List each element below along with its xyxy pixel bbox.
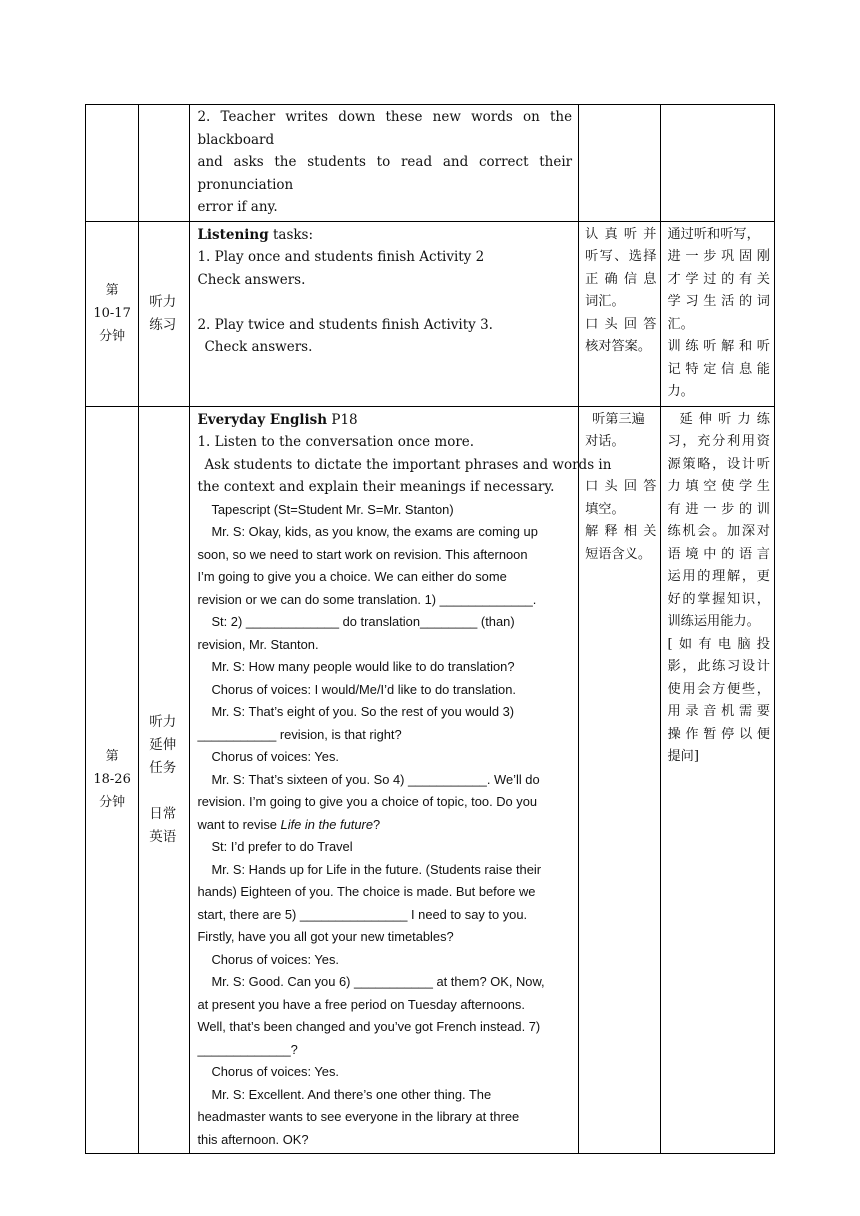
purpose-line: 习，充分利用资	[667, 434, 770, 449]
script-line: St: I’d prefer to do Travel	[211, 839, 353, 854]
content-cell	[190, 105, 579, 222]
student-line: 正确信息	[585, 271, 657, 287]
time-label: 第	[105, 749, 119, 765]
purpose-line: 力填空使学生	[667, 479, 770, 494]
step-label: 练习	[149, 316, 177, 333]
script-line: Mr. S: That’s sixteen of you. So 4) ___________. We’ll do	[211, 771, 540, 787]
section-heading: Everyday English P18	[197, 411, 358, 428]
content-line: error if any.	[197, 199, 278, 215]
purpose-line: 操作暂停以便	[667, 726, 770, 742]
purpose-line: [如有电脑投	[667, 636, 770, 652]
purpose-line: 学习生活的词	[667, 294, 770, 309]
script-line: Well, that’s been changed and you’ve got French instead. 7)	[197, 1019, 541, 1034]
student-line: 核对答案。	[585, 339, 652, 354]
purpose-line: 训练听解和听	[667, 339, 770, 354]
time-unit: 分钟	[99, 795, 126, 811]
content-line: Ask students to dictate the important phrases and words in	[204, 456, 612, 473]
student-line: 口头回答	[585, 316, 657, 332]
purpose-line: 有进一步的训	[667, 501, 770, 517]
purpose-cell	[661, 406, 775, 1154]
time-range: 18-26	[93, 772, 131, 788]
time-range: 10-17	[93, 306, 131, 321]
purpose-line: 语境中的语言	[667, 546, 770, 562]
script-line: hands) Eighteen of you. The choice is made. But before we	[197, 884, 536, 899]
script-line: Chorus of voices: Yes.	[211, 1064, 339, 1079]
step-label: 英语	[149, 828, 177, 845]
time-cell	[86, 105, 139, 222]
purpose-line: 使用会方便些，	[667, 681, 770, 697]
step-label: 任务	[149, 760, 177, 776]
content-line: 2. Play twice and students finish Activity 3.	[197, 316, 493, 333]
purpose-line: 进一步巩固刚	[667, 249, 770, 264]
script-line: _____________?	[197, 1041, 298, 1057]
script-line: Chorus of voices: Yes.	[211, 749, 339, 764]
student-line: 填空。	[585, 501, 625, 517]
script-line: want to revise Life in the future?	[197, 816, 381, 832]
student-activity-cell	[579, 406, 661, 1154]
script-line: at present you have a free period on Tuesday afternoons.	[197, 996, 525, 1012]
purpose-line: 汇。	[667, 316, 694, 332]
purpose-line: 运用的理解，更	[667, 569, 770, 584]
script-line: Mr. S: Okay, kids, as you know, the exams are coming up	[211, 524, 538, 539]
student-line: 听第三遍	[592, 411, 645, 427]
script-line: Mr. S: That’s eight of you. So the rest of you would 3)	[211, 704, 515, 719]
student-activity-cell	[579, 105, 661, 222]
script-line: ___________ revision, is that right?	[197, 726, 402, 742]
purpose-line: 力。	[667, 384, 694, 399]
purpose-line: 影，此练习设计	[667, 659, 770, 674]
table-row	[86, 406, 775, 1154]
script-line: St: 2) _____________ do translation________ (than)	[211, 614, 515, 629]
script-line: this afternoon. OK?	[197, 1131, 309, 1147]
purpose-line: 才学过的有关	[667, 271, 770, 287]
step-cell	[139, 406, 190, 1154]
purpose-cell	[661, 105, 775, 222]
script-line: Tapescript (St=Student Mr. S=Mr. Stanton)	[211, 501, 454, 517]
purpose-line: 记特定信息能	[667, 361, 770, 377]
student-line: 认真听并	[585, 226, 657, 242]
script-line: revision or we can do some translation. 1) _____________.	[197, 591, 537, 607]
content-line: Check answers.	[197, 271, 306, 288]
time-label: 第	[105, 283, 119, 298]
student-activity-cell	[579, 221, 661, 406]
student-line: 听写、选择	[585, 249, 657, 264]
script-line: Mr. S: Good. Can you 6) ___________ at them? OK, Now,	[211, 974, 545, 989]
script-line: Chorus of voices: I would/Me/I’d like to do translation.	[211, 681, 516, 697]
content-line: Check answers.	[204, 339, 313, 355]
script-line: Firstly, have you all got your new timetables?	[197, 929, 454, 944]
script-line: Chorus of voices: Yes.	[211, 951, 339, 967]
student-line: 对话。	[585, 434, 625, 449]
content-line: the context and explain their meanings if necessary.	[197, 479, 555, 495]
script-line: Mr. S: How many people would like to do translation?	[211, 659, 515, 674]
script-line: soon, so we need to start work on revision. This afternoon	[197, 546, 528, 562]
time-unit: 分钟	[99, 329, 126, 344]
content-line: 1. Listen to the conversation once more.	[197, 434, 475, 450]
lesson-plan-table	[85, 104, 775, 1154]
script-line: Mr. S: Excellent. And there’s one other thing. The	[211, 1086, 492, 1102]
purpose-line: 提问]	[667, 749, 699, 764]
purpose-line: 练机会。加深对	[667, 524, 770, 539]
purpose-line: 延伸听力练	[679, 411, 770, 427]
step-label: 听力	[149, 714, 177, 730]
content-cell	[190, 221, 579, 406]
script-line: I’m going to give you a choice. We can either do some	[197, 569, 507, 584]
student-line: 词汇。	[585, 294, 625, 309]
script-line: revision, Mr. Stanton.	[197, 636, 319, 652]
purpose-cell	[661, 221, 775, 406]
content-line: and asks the students to read and correct their pronunciation	[197, 154, 573, 193]
time-cell	[86, 406, 139, 1154]
step-label: 延伸	[149, 737, 177, 753]
table-row	[86, 105, 775, 222]
section-heading: Listening tasks:	[197, 226, 314, 243]
student-line: 短语含义。	[585, 546, 652, 562]
time-cell	[86, 221, 139, 406]
purpose-line: 用录音机需要	[667, 704, 770, 719]
table-row	[86, 221, 775, 406]
student-line: 解释相关	[585, 524, 657, 539]
script-line: headmaster wants to see everyone in the library at three	[197, 1109, 520, 1124]
spacer	[197, 291, 572, 314]
purpose-line: 好的掌握知识，	[667, 591, 770, 607]
script-line: start, there are 5) _______________ I need to say to you.	[197, 906, 528, 922]
content-line: 1. Play once and students finish Activity 2	[197, 249, 485, 265]
script-line: revision. I’m going to give you a choice of topic, too. Do you	[197, 794, 538, 809]
step-cell	[139, 221, 190, 406]
script-line: Mr. S: Hands up for Life in the future. (Students raise their	[211, 861, 542, 877]
purpose-line: 源策略，设计听	[667, 456, 770, 472]
step-label: 听力	[149, 293, 177, 310]
spacer	[149, 780, 189, 803]
content-line: 2. Teacher writes down these new words on the blackboard	[197, 109, 573, 148]
purpose-line: 训练运用能力。	[667, 614, 760, 629]
purpose-line: 通过听和听写，	[667, 226, 760, 242]
step-cell	[139, 105, 190, 222]
step-label: 日常	[149, 805, 177, 822]
student-line: 口头回答	[585, 479, 657, 494]
